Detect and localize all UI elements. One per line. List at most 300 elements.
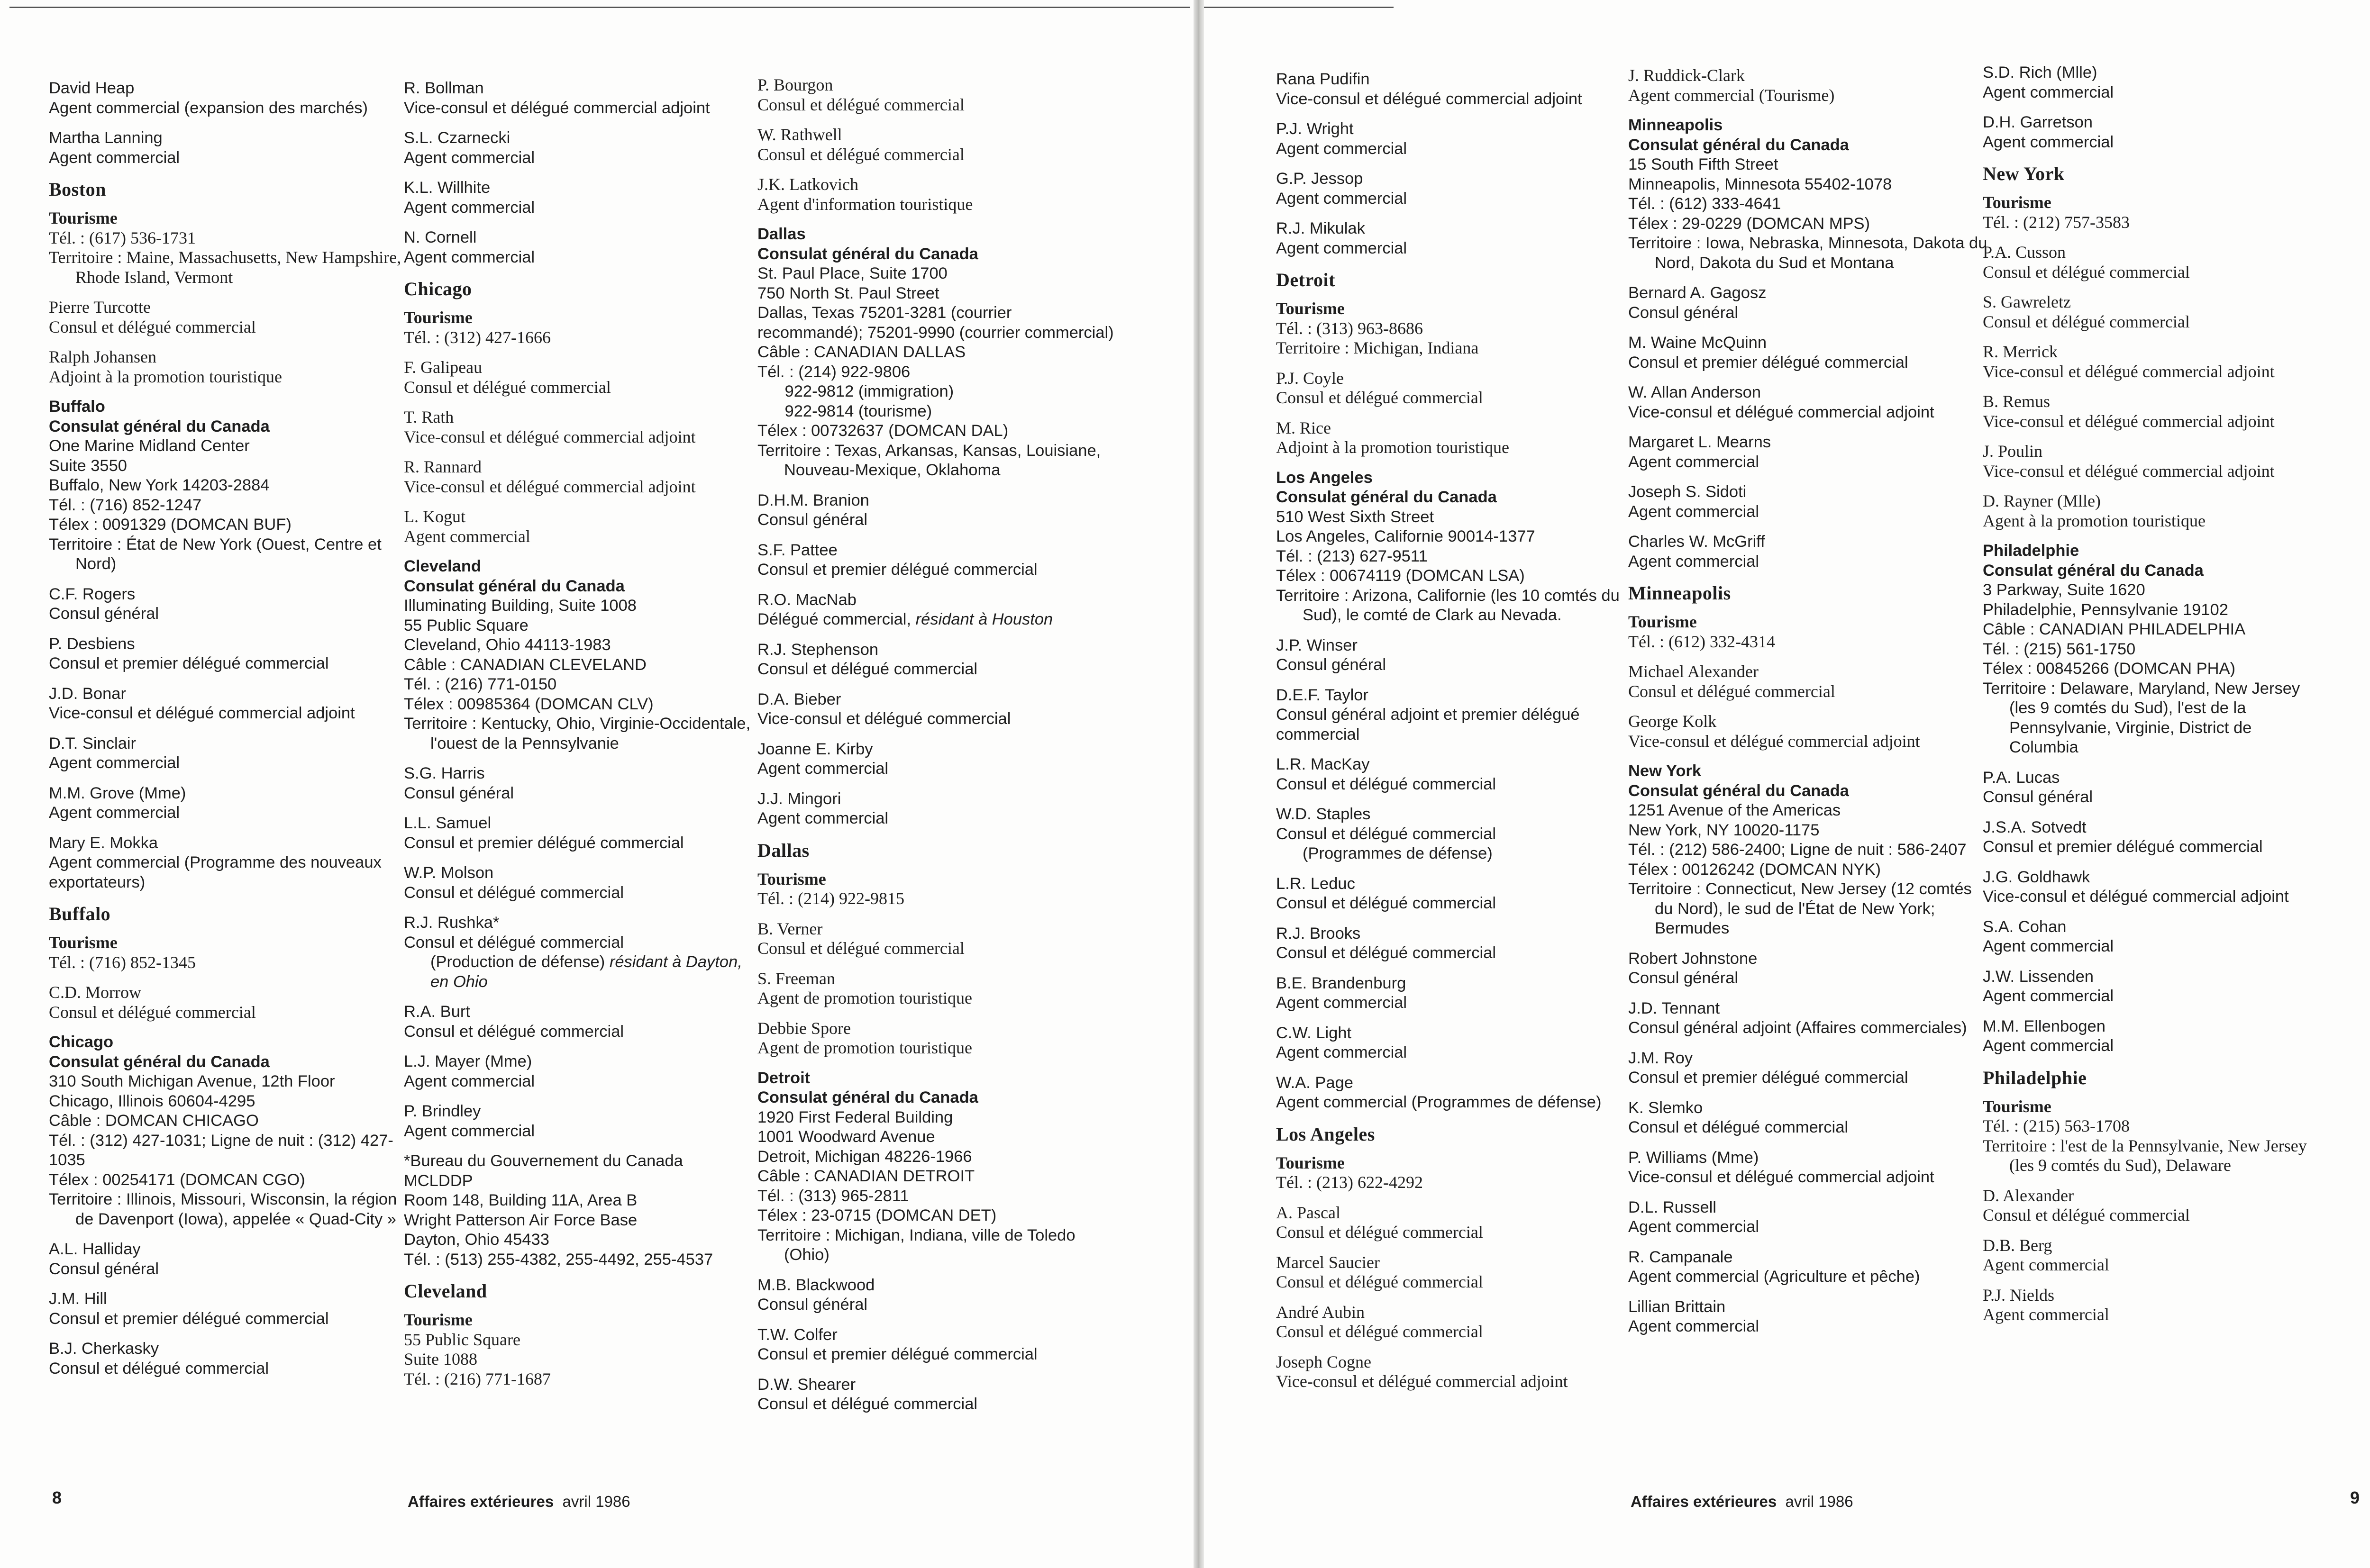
staff-title xyxy=(49,367,409,387)
staff-title xyxy=(49,1260,409,1279)
staff-title-text: Agent commercial xyxy=(49,804,180,822)
staff-entry xyxy=(1276,1024,1636,1063)
office-name: Consulat général du Canada xyxy=(49,417,270,435)
staff-title-text: Agent commercial xyxy=(404,198,535,217)
office-line: Suite 1088 xyxy=(404,1350,478,1369)
staff-title-text: Agent commercial (Programme des nouveaux exportateurs) xyxy=(49,853,382,891)
staff-name: P. Williams (Mme) xyxy=(1628,1148,1759,1167)
staff-title-text: Agent commercial xyxy=(1276,994,1407,1012)
office-city: Tourisme xyxy=(404,1310,473,1329)
staff-name: W.A. Page xyxy=(1276,1073,1353,1092)
staff-title-text: Consul et délégué commercial xyxy=(1276,894,1496,912)
staff-name: D.B. Berg xyxy=(1983,1235,2052,1255)
staff-name: M. Waine McQuinn xyxy=(1628,334,1767,352)
page-footer xyxy=(1631,1493,1853,1511)
office-territory: Territoire : État de New York (Ouest, Centre et Nord) xyxy=(49,535,382,573)
staff-name: Lillian Brittain xyxy=(1628,1297,1726,1316)
staff-name: M.M. Ellenbogen xyxy=(1983,1017,2106,1035)
staff-title-text: Consul et délégué commercial xyxy=(757,660,978,678)
staff-name: Margaret L. Mearns xyxy=(1628,433,1771,451)
staff-entry xyxy=(1983,868,2315,907)
staff-name: S.G. Harris xyxy=(404,764,485,782)
staff-entry xyxy=(1276,70,1636,109)
staff-name: J.M. Roy xyxy=(1628,1049,1693,1067)
office-line: 1251 Avenue of the Americas xyxy=(1628,801,1841,819)
office-city: Minneapolis xyxy=(1628,116,1723,134)
section-heading: Cleveland xyxy=(404,1280,487,1302)
staff-name: S.F. Pattee xyxy=(757,541,838,559)
staff-title-text: Agent commercial xyxy=(1276,239,1407,257)
staff-title xyxy=(404,784,764,804)
staff-title-text: Agent commercial xyxy=(404,1122,535,1140)
staff-title-text: Consul et délégué commercial xyxy=(1276,1272,1483,1291)
office-name: Consulat général du Canada xyxy=(1628,136,1849,154)
staff-title xyxy=(1276,239,1636,259)
office-line: Philadelphie, Pennsylvanie 19102 xyxy=(1983,600,2228,619)
staff-entry xyxy=(1628,532,1988,571)
staff-title-extra xyxy=(1276,844,1636,864)
staff-entry xyxy=(1983,1286,2315,1325)
staff-name: B. Verner xyxy=(757,919,823,938)
staff-name: R.A. Burt xyxy=(404,1003,470,1021)
staff-title xyxy=(404,198,764,218)
staff-name: D.W. Shearer xyxy=(757,1375,856,1394)
office-line: Tél. : (212) 586-2400; Ligne de nuit : 586-2407 xyxy=(1628,841,1967,859)
staff-entry xyxy=(404,178,764,218)
staff-title xyxy=(1628,732,1988,752)
office-line: Territoire : Michigan, Indiana xyxy=(1276,338,1479,357)
staff-entry xyxy=(404,913,764,992)
staff-name: R.J. Mikulak xyxy=(1276,219,1365,237)
office-line: Tél. : (313) 965-2811 xyxy=(757,1187,909,1205)
office-line: Câble : CANADIAN DALLAS xyxy=(757,343,966,361)
office-line: Tél. : (313) 963-8686 xyxy=(1276,318,1423,338)
staff-title xyxy=(1276,1272,1636,1292)
staff-title xyxy=(1983,312,2315,332)
staff-title xyxy=(404,427,764,447)
office-block xyxy=(404,1151,764,1269)
staff-name: T. Rath xyxy=(404,408,454,426)
right-column-3 xyxy=(1983,63,2315,1335)
staff-entry xyxy=(1983,1236,2315,1275)
office-line: 1920 First Federal Building xyxy=(757,1108,953,1126)
staff-title xyxy=(1628,1317,1988,1337)
staff-title xyxy=(757,610,1118,630)
staff-entry xyxy=(1628,283,1988,323)
staff-title xyxy=(404,99,764,118)
office-block xyxy=(49,1033,409,1229)
staff-title-text: Consul et délégué commercial xyxy=(1628,681,1835,701)
page-number: 9 xyxy=(2350,1488,2360,1507)
page-gutter xyxy=(1194,0,1205,1568)
staff-name: R. Merrick xyxy=(1983,342,2058,361)
staff-title-text: Vice-consul et délégué commercial adjoint xyxy=(1983,411,2275,431)
staff-entry xyxy=(757,690,1118,729)
staff-title xyxy=(757,1295,1118,1315)
staff-title-text: Agent commercial xyxy=(757,809,889,827)
staff-name: J.S.A. Sotvedt xyxy=(1983,818,2087,836)
office-block xyxy=(49,208,409,287)
staff-title-text: Consul et premier délégué commercial xyxy=(49,654,329,672)
staff-entry xyxy=(49,298,409,337)
staff-entry xyxy=(757,919,1118,959)
staff-title-text: Agent commercial xyxy=(1276,139,1407,158)
staff-title xyxy=(49,1309,409,1329)
staff-title-text: Consul général xyxy=(49,1260,159,1278)
staff-title-text: Consul et délégué commercial xyxy=(49,317,256,336)
office-city: New York xyxy=(1628,762,1702,780)
staff-title-text: Agent commercial xyxy=(1276,1043,1407,1061)
office-block xyxy=(1628,116,1988,273)
staff-title xyxy=(1628,303,1988,323)
left-column-2 xyxy=(404,79,764,1399)
staff-entry xyxy=(1276,636,1636,675)
staff-title xyxy=(757,145,1118,165)
staff-entry xyxy=(757,1325,1118,1365)
office-city: Cleveland xyxy=(404,557,481,575)
staff-title-text: Vice-consul et délégué commercial adjoint xyxy=(1628,403,1934,421)
staff-title xyxy=(49,803,409,823)
staff-name: K. Slemko xyxy=(1628,1098,1703,1117)
staff-name: P.J. Coyle xyxy=(1276,368,1344,388)
staff-title xyxy=(1983,83,2315,103)
staff-title-text: Agent commercial xyxy=(1628,1218,1759,1236)
staff-title xyxy=(49,604,409,624)
office-line: Tél. : (216) 771-0150 xyxy=(404,675,557,693)
staff-title-text: Vice-consul et délégué commercial adjoint xyxy=(1983,362,2275,381)
staff-title-extra-italic: résidant à Dayton, en Ohio xyxy=(430,953,742,991)
office-line: Cleveland, Ohio 44113-1983 xyxy=(404,636,611,654)
staff-title-extra-text: (Production de défense) xyxy=(430,953,610,971)
staff-entry xyxy=(1983,63,2315,102)
staff-title-text: Consul et délégué commercial xyxy=(1276,388,1483,407)
office-line: Télex : 00254171 (DOMCAN CGO) xyxy=(49,1170,305,1189)
top-rule xyxy=(9,7,1190,8)
staff-name: R.O. MacNab xyxy=(757,590,857,609)
office-line: 922-9812 (immigration) xyxy=(757,382,954,400)
staff-title-text: Consul général adjoint et premier délégué commercial xyxy=(1276,706,1580,743)
office-line: Câble : CANADIAN PHILADELPHIA xyxy=(1983,620,2246,638)
staff-title-text: Consul et délégué commercial xyxy=(757,95,965,114)
staff-name: Bernard A. Gagosz xyxy=(1628,284,1767,302)
staff-title xyxy=(49,1359,409,1379)
staff-name: F. Galipeau xyxy=(404,358,483,377)
staff-name: S.A. Cohan xyxy=(1983,917,2067,936)
staff-entry xyxy=(49,1240,409,1279)
office-block xyxy=(404,557,764,753)
staff-name: R. Bollman xyxy=(404,79,484,97)
staff-entry xyxy=(404,814,764,853)
office-line: Tél. : (213) 627-9511 xyxy=(1276,547,1428,565)
staff-title-text: Consul et délégué commercial xyxy=(757,939,965,958)
office-line: Télex : 23-0715 (DOMCAN DET) xyxy=(757,1206,997,1224)
office-block xyxy=(757,1069,1118,1265)
staff-entry xyxy=(49,128,409,168)
staff-title xyxy=(1276,655,1636,675)
office-territory: Territoire : Michigan, Indiana, ville de Toledo (Ohio) xyxy=(757,1226,1076,1264)
staff-entry xyxy=(1276,686,1636,745)
office-city: Los Angeles xyxy=(1276,468,1373,487)
office-territory: Territoire : Iowa, Nebraska, Minnesota, Dakota du Nord, Dakota du Sud et Montana xyxy=(1628,234,1987,272)
staff-entry xyxy=(1628,1198,1988,1237)
staff-entry xyxy=(1276,1303,1636,1342)
staff-title xyxy=(757,1395,1118,1414)
staff-entry xyxy=(1276,1253,1636,1292)
staff-entry xyxy=(1628,1098,1988,1138)
staff-title xyxy=(1276,1223,1636,1242)
office-line: Tél. : (212) 757-3583 xyxy=(1983,212,2130,232)
staff-name: R.J. Rushka* xyxy=(404,914,500,932)
staff-name: P.J. Nields xyxy=(1983,1285,2055,1305)
office-city: Tourisme xyxy=(1276,299,1345,318)
office-name: Consulat général du Canada xyxy=(1628,781,1849,800)
staff-name: D.L. Russell xyxy=(1628,1198,1716,1216)
staff-title-text: Consul et délégué commercial xyxy=(404,933,624,952)
staff-entry xyxy=(1276,1073,1636,1113)
office-territory: Territoire : Illinois, Missouri, Wisconsin, la région de Davenport (Iowa), appelée « Quad-City » xyxy=(49,1190,397,1228)
staff-title xyxy=(49,654,409,674)
staff-title-text: Vice-consul et délégué commercial adjoint xyxy=(1628,1168,1934,1186)
staff-title-text: Agent commercial xyxy=(1628,502,1759,521)
staff-name: J.M. Hill xyxy=(49,1290,107,1308)
staff-name: Mary E. Mokka xyxy=(49,834,158,852)
staff-title-text: Agent commercial xyxy=(49,148,180,167)
staff-name: M. Rice xyxy=(1276,418,1331,437)
staff-title xyxy=(404,1072,764,1092)
section-heading: Buffalo xyxy=(49,903,111,924)
office-line: Câble : DOMCAN CHICAGO xyxy=(49,1112,259,1130)
staff-name: P. Desbiens xyxy=(49,634,135,653)
staff-title xyxy=(1276,1043,1636,1063)
office-territory: Territoire : Connecticut, New Jersey (12 comtés du Nord), le sud de l'État de New York; Bermudes xyxy=(1628,880,1972,937)
staff-entry xyxy=(404,764,764,803)
staff-entry xyxy=(1628,333,1988,372)
staff-name: D. Rayner (Mlle) xyxy=(1983,491,2101,510)
staff-name: G.P. Jessop xyxy=(1276,170,1363,188)
staff-entry xyxy=(1983,818,2315,857)
office-line: Télex : 00126242 (DOMCAN NYK) xyxy=(1628,860,1881,879)
office-line: Minneapolis, Minnesota 55402-1078 xyxy=(1628,175,1892,193)
staff-title-text: Agent commercial xyxy=(404,148,535,167)
staff-name: D.H. Garretson xyxy=(1983,113,2093,131)
office-line: MCLDDP xyxy=(404,1171,473,1190)
staff-entry xyxy=(49,634,409,674)
office-line: Câble : CANADIAN DETROIT xyxy=(757,1167,975,1185)
staff-title xyxy=(1276,438,1636,458)
section-heading: Philadelphie xyxy=(1983,1067,2087,1088)
staff-title-text: Consul et délégué commercial xyxy=(1276,825,1496,843)
staff-entry xyxy=(1983,442,2315,481)
staff-entry xyxy=(404,863,764,903)
staff-name: André Aubin xyxy=(1276,1302,1365,1322)
staff-name: W. Rathwell xyxy=(757,125,842,144)
staff-title xyxy=(1628,86,1988,106)
staff-title-text: Consul et délégué commercial xyxy=(757,1395,978,1413)
office-line: Télex : 00845266 (DOMCAN PHA) xyxy=(1983,660,2236,678)
office-line: Tél. : (216) 771-1687 xyxy=(404,1369,551,1388)
office-line: Tél. : (215) 563-1708 xyxy=(1983,1116,2130,1135)
staff-name: D.E.F. Taylor xyxy=(1276,686,1368,704)
staff-title xyxy=(1628,453,1988,472)
staff-title-text: Agent commercial xyxy=(1983,133,2114,151)
office-line: Tél. : (617) 536-1731 xyxy=(49,228,196,247)
staff-title xyxy=(757,510,1118,530)
office-line: Tél. : (312) 427-1031; Ligne de nuit : (312) 427-1035 xyxy=(49,1131,393,1169)
staff-entry xyxy=(757,740,1118,779)
staff-title xyxy=(49,99,409,118)
staff-entry xyxy=(1628,1248,1988,1287)
office-city: Philadelphie xyxy=(1983,542,2079,560)
staff-title-text: Vice-consul et délégué commercial adjoint xyxy=(1628,731,1920,751)
staff-title xyxy=(1983,987,2315,1006)
staff-entry xyxy=(757,541,1118,580)
staff-entry xyxy=(404,1102,764,1141)
staff-title-text: Vice-consul et délégué commercial adjoint xyxy=(1276,90,1582,108)
office-line: 3 Parkway, Suite 1620 xyxy=(1983,581,2145,599)
office-block xyxy=(1276,299,1636,358)
office-line: Detroit, Michigan 48226-1966 xyxy=(757,1147,972,1166)
staff-entry xyxy=(404,79,764,118)
office-line: Room 148, Building 11A, Area B xyxy=(404,1191,638,1209)
staff-title xyxy=(1628,403,1988,423)
office-line: Tél. : (513) 255-4382, 255-4492, 255-4537 xyxy=(404,1250,713,1269)
staff-entry xyxy=(49,347,409,387)
staff-name: P. Brindley xyxy=(404,1102,481,1120)
staff-name: W.D. Staples xyxy=(1276,805,1371,823)
staff-entry xyxy=(757,75,1118,115)
staff-entry xyxy=(1628,999,1988,1038)
staff-title-text: Consul et délégué commercial xyxy=(1276,1223,1483,1242)
office-territory: Territoire : Maine, Massachusetts, New Hampshire, Rhode Island, Vermont xyxy=(49,248,401,287)
staff-title xyxy=(49,853,409,892)
staff-name: C.F. Rogers xyxy=(49,585,136,603)
staff-title-text: Vice-consul et délégué commercial adjoint xyxy=(1276,1372,1568,1391)
office-name: Consulat général du Canada xyxy=(49,1052,270,1071)
staff-name: N. Cornell xyxy=(404,228,477,246)
staff-entry xyxy=(1628,482,1988,522)
staff-title-text: Consul et délégué commercial xyxy=(1628,1118,1849,1136)
staff-entry xyxy=(1628,662,1988,701)
staff-entry xyxy=(1276,924,1636,963)
staff-title-text: Agent commercial xyxy=(49,754,180,772)
staff-title-text: Agent commercial (expansion des marchés) xyxy=(49,99,368,117)
staff-title xyxy=(1628,1118,1988,1138)
office-line: Illuminating Building, Suite 1008 xyxy=(404,597,637,615)
staff-name: Debbie Spore xyxy=(757,1018,851,1038)
staff-title-text: Vice-consul et délégué commercial adjoint xyxy=(1983,888,2289,906)
section-heading: New York xyxy=(1983,163,2065,184)
staff-title-text: Agent d'information touristique xyxy=(757,194,973,214)
office-city: Tourisme xyxy=(1628,612,1697,631)
staff-title-text: Adjoint à la promotion touristique xyxy=(1276,438,1509,457)
staff-title xyxy=(757,195,1118,215)
staff-name: Marcel Saucier xyxy=(1276,1252,1380,1272)
staff-entry xyxy=(1276,1352,1636,1392)
staff-title xyxy=(1276,1322,1636,1342)
staff-entry xyxy=(49,585,409,624)
staff-title xyxy=(757,709,1118,729)
staff-title xyxy=(49,148,409,168)
staff-title xyxy=(1276,825,1636,844)
staff-name: L.L. Samuel xyxy=(404,814,492,832)
staff-entry xyxy=(49,1339,409,1378)
staff-name: L. Kogut xyxy=(404,507,465,526)
staff-entry xyxy=(1276,755,1636,794)
staff-title-text: Consul général xyxy=(1628,969,1739,987)
office-line: Tél. : (716) 852-1247 xyxy=(49,496,202,514)
staff-title-text: Agent commercial xyxy=(1628,1317,1759,1335)
office-line: Chicago, Illinois 60604-4295 xyxy=(49,1092,255,1110)
staff-name: M.M. Grove (Mme) xyxy=(49,784,186,802)
staff-title-text: Agent commercial xyxy=(1983,987,2114,1005)
office-line: Tél. : (214) 922-9806 xyxy=(757,363,911,381)
staff-title-text: Consul général xyxy=(757,1296,868,1314)
staff-entry xyxy=(404,457,764,497)
staff-name: D.H.M. Branion xyxy=(757,491,869,509)
staff-name: B. Remus xyxy=(1983,392,2051,411)
staff-entry xyxy=(757,1276,1118,1315)
office-line: Buffalo, New York 14203-2884 xyxy=(49,476,270,494)
staff-title xyxy=(49,317,409,337)
office-block xyxy=(1276,1153,1636,1193)
office-territory: Territoire : Delaware, Maryland, New Jersey (les 9 comtés du Sud), l'est de la Pennsylvanie, Virginie, District de Columbia xyxy=(1983,679,2300,756)
staff-entry xyxy=(1276,974,1636,1013)
staff-title xyxy=(1983,462,2315,481)
staff-title-text: Agent commercial (Programmes de défense) xyxy=(1276,1093,1602,1111)
office-block xyxy=(404,1310,764,1389)
staff-title xyxy=(404,378,764,398)
staff-title-text: Consul et premier délégué commercial xyxy=(1628,353,1908,372)
staff-title-text: Agent commercial (Tourisme) xyxy=(1628,85,1835,105)
staff-entry xyxy=(404,358,764,397)
staff-entry xyxy=(1983,1186,2315,1225)
office-block xyxy=(1276,468,1636,625)
staff-entry xyxy=(1983,917,2315,957)
staff-entry xyxy=(1628,1148,1988,1187)
staff-title-text: Consul et délégué commercial xyxy=(1276,944,1496,962)
staff-entry xyxy=(1276,119,1636,159)
staff-entry xyxy=(1983,768,2315,807)
staff-title xyxy=(757,660,1118,680)
staff-entry xyxy=(1276,805,1636,864)
staff-entry xyxy=(404,1002,764,1042)
left-column-3 xyxy=(757,75,1118,1425)
staff-title-text: Consul et délégué commercial xyxy=(1276,1322,1483,1341)
staff-name: R. Campanale xyxy=(1628,1248,1733,1266)
staff-title xyxy=(1983,133,2315,153)
office-block xyxy=(757,870,1118,909)
staff-title-text: Agent à la promotion touristique xyxy=(1983,511,2206,530)
staff-title xyxy=(1628,1217,1988,1237)
office-block xyxy=(49,397,409,574)
staff-entry xyxy=(1983,342,2315,381)
staff-name: J. Poulin xyxy=(1983,442,2043,461)
office-line: 15 South Fifth Street xyxy=(1628,155,1778,173)
staff-entry xyxy=(1983,292,2315,332)
page-number: 8 xyxy=(52,1488,62,1507)
staff-title-text: Vice-consul et délégué commercial adjoint xyxy=(404,99,710,117)
staff-title-text: Consul et délégué commercial xyxy=(404,377,611,397)
office-block xyxy=(49,933,409,972)
staff-title xyxy=(1628,1267,1988,1287)
staff-title xyxy=(1628,502,1988,522)
office-line: Dallas, Texas 75201-3281 (courrier recommandé); 75201-9990 (courrier commercial) xyxy=(757,304,1114,342)
staff-title-text: Consul et premier délégué commercial xyxy=(1628,1069,1908,1087)
staff-title xyxy=(1983,1036,2315,1056)
staff-title xyxy=(1628,353,1988,373)
office-line: 1001 Woodward Avenue xyxy=(757,1128,935,1146)
staff-name: P.A. Cusson xyxy=(1983,243,2066,262)
